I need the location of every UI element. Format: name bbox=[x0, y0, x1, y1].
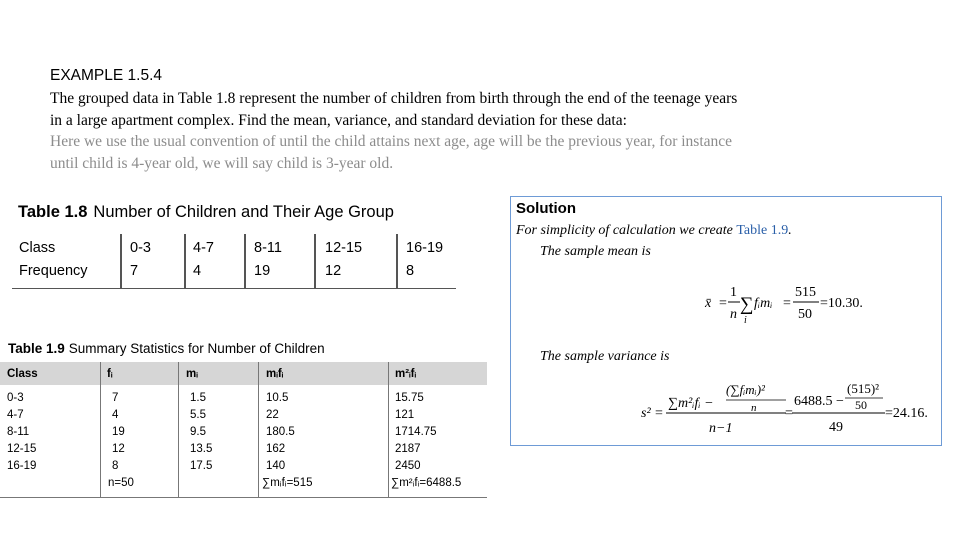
table19 bbox=[0, 362, 487, 498]
mean-one: 1 bbox=[730, 285, 737, 300]
table18-caption bbox=[18, 203, 394, 222]
table19-total: n=50 bbox=[108, 477, 134, 489]
table19-divider bbox=[178, 362, 179, 498]
table18-frequency: 7 bbox=[130, 263, 139, 279]
table-reference-link[interactable]: Table 1.9 bbox=[736, 223, 789, 238]
mean-fm: fᵢmᵢ bbox=[754, 296, 773, 311]
table18-label: Table 1.8 bbox=[18, 203, 88, 221]
table18-class: 12-15 bbox=[325, 240, 363, 256]
table19-header-cell: fᵢ bbox=[107, 368, 113, 380]
variance-label: The sample variance is bbox=[540, 349, 670, 364]
table18-frequency: 8 bbox=[406, 263, 415, 279]
table19-cell: 121 bbox=[395, 409, 415, 421]
table19-total: ∑m²ᵢfᵢ=6488.5 bbox=[391, 477, 462, 489]
table19-cell: 1.5 bbox=[190, 392, 206, 404]
var-sq-den: 50 bbox=[855, 398, 867, 412]
mean-equals: = bbox=[719, 296, 727, 311]
table18-class: 4-7 bbox=[193, 240, 214, 256]
var-equals: = bbox=[655, 406, 663, 421]
table19-cell: 4 bbox=[112, 409, 119, 421]
table19-cell: 12-15 bbox=[7, 443, 37, 455]
table19-cell: 0-3 bbox=[7, 392, 24, 404]
solution-title: Solution bbox=[516, 200, 576, 217]
table19-cell: 7 bbox=[112, 392, 119, 404]
var-num-inner: (∑fᵢmᵢ)² bbox=[726, 382, 765, 397]
table19-cell: 15.75 bbox=[395, 392, 424, 404]
table18-class: 16-19 bbox=[406, 240, 444, 256]
table19-divider bbox=[258, 362, 259, 498]
table18-divider bbox=[244, 234, 246, 288]
sigma-icon: ∑ bbox=[740, 294, 754, 315]
table19-cell: 1714.75 bbox=[395, 426, 437, 438]
intro-line: The grouped data in Table 1.8 represent the number of children from birth through the end of the teenage years bbox=[50, 90, 738, 107]
table19-bottom-rule bbox=[0, 497, 487, 498]
table18-frequency: 19 bbox=[254, 263, 271, 279]
table19-cell: 9.5 bbox=[190, 426, 206, 438]
var-den: n−1 bbox=[709, 421, 733, 436]
table19-cell: 162 bbox=[266, 443, 286, 455]
table19-header-cell: mᵢ bbox=[186, 368, 198, 380]
table19-header-cell: Class bbox=[7, 368, 38, 380]
table19-cell: 2450 bbox=[395, 460, 421, 472]
table19-title: Summary Statistics for Number of Children bbox=[68, 341, 325, 356]
table18 bbox=[12, 234, 456, 289]
solution-intro-text: For simplicity of calculation we create bbox=[516, 223, 737, 238]
table19-cell: 17.5 bbox=[190, 460, 213, 472]
var-result: =24.16. bbox=[885, 406, 928, 421]
var-num-left: ∑m²ᵢfᵢ − bbox=[668, 396, 714, 411]
table18-class: 0-3 bbox=[130, 240, 151, 256]
table19-divider bbox=[100, 362, 101, 498]
table19-cell: 13.5 bbox=[190, 443, 213, 455]
table19-cell: 12 bbox=[112, 443, 125, 455]
mean-den: 50 bbox=[798, 307, 812, 322]
table18-class: 8-11 bbox=[254, 240, 282, 256]
table19-cell: 5.5 bbox=[190, 409, 206, 421]
table18-row-label: Class bbox=[19, 240, 56, 256]
var-inner-den: n bbox=[751, 402, 757, 414]
var-lhs: s² bbox=[641, 406, 651, 421]
table18-title: Number of Children and Their Age Group bbox=[93, 203, 394, 221]
table19-cell: 8 bbox=[112, 460, 119, 472]
intro-note-line: until child is 4-year old, we will say child is 3-year old. bbox=[50, 154, 394, 172]
table18-row-label: Frequency bbox=[19, 263, 88, 279]
intro-line: in a large apartment complex. Find the mean, variance, and standard deviation for these data: bbox=[50, 111, 627, 129]
table19-cell: 180.5 bbox=[266, 426, 295, 438]
var-equals: = bbox=[785, 406, 793, 421]
table19-caption bbox=[8, 341, 325, 356]
table19-cell: 2187 bbox=[395, 443, 421, 455]
table19-cell: 4-7 bbox=[7, 409, 24, 421]
table18-divider bbox=[120, 234, 122, 288]
mean-label: The sample mean is bbox=[540, 244, 651, 259]
var-num-val: 6488.5 − bbox=[794, 394, 844, 409]
table19-total: ∑mᵢfᵢ=515 bbox=[262, 477, 313, 489]
example-heading: EXAMPLE 1.5.4 bbox=[50, 67, 163, 84]
table19-cell: 8-11 bbox=[7, 426, 30, 438]
table18-frequency: 4 bbox=[193, 263, 202, 279]
mean-equals: = bbox=[783, 296, 791, 311]
table19-header-cell: mᵢfᵢ bbox=[266, 368, 284, 380]
intro-note-line: Here we use the usual convention of until the child attains next age, age will be the previous year, for instance bbox=[50, 133, 733, 150]
var-sq: (515)² bbox=[847, 381, 880, 396]
table19-divider bbox=[388, 362, 389, 498]
intro-paragraph bbox=[50, 88, 870, 174]
mean-num: 515 bbox=[795, 285, 816, 300]
table19-cell: 10.5 bbox=[266, 392, 289, 404]
mean-index: i bbox=[744, 315, 747, 326]
mean-result: =10.30. bbox=[820, 296, 863, 311]
table19-cell: 140 bbox=[266, 460, 286, 472]
mean-lhs: x̄ bbox=[705, 296, 712, 311]
table18-divider bbox=[314, 234, 316, 288]
table19-cell: 22 bbox=[266, 409, 279, 421]
table18-frequency: 12 bbox=[325, 263, 342, 279]
table19-header-cell: m²ᵢfᵢ bbox=[395, 368, 417, 380]
table19-cell: 16-19 bbox=[7, 460, 37, 472]
table18-divider bbox=[184, 234, 186, 288]
solution-box bbox=[510, 196, 942, 446]
table19-cell: 19 bbox=[112, 426, 125, 438]
formula-canvas bbox=[511, 197, 941, 445]
var-den-val: 49 bbox=[829, 420, 843, 435]
mean-n: n bbox=[730, 307, 737, 322]
solution-intro-suffix: . bbox=[788, 223, 792, 238]
table18-divider bbox=[396, 234, 398, 288]
table19-label: Table 1.9 bbox=[8, 341, 65, 356]
